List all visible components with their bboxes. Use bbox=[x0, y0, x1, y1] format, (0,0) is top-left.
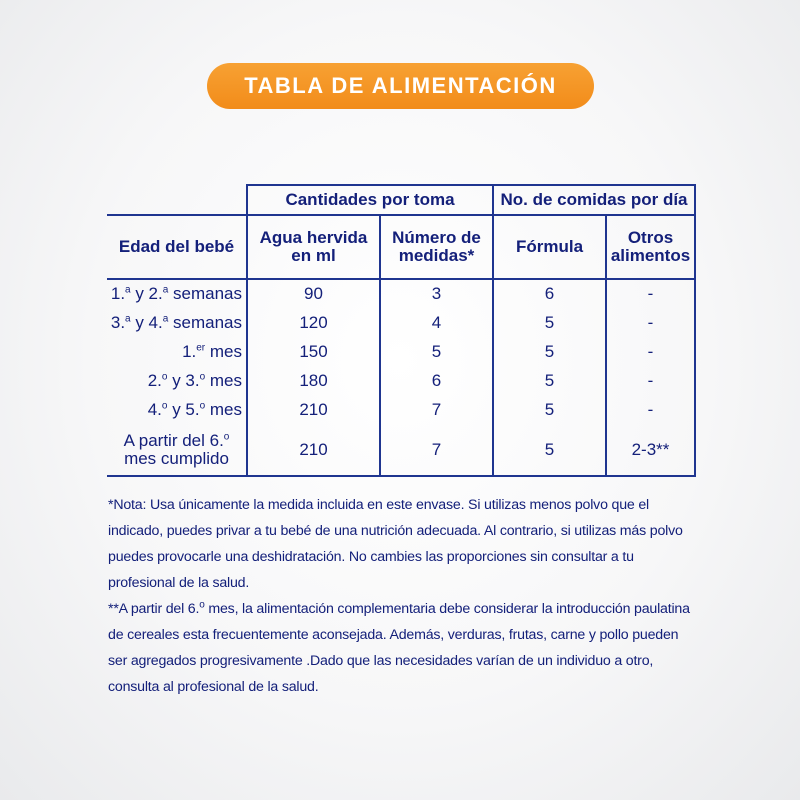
col-header-other bbox=[606, 215, 695, 279]
title-banner bbox=[207, 63, 594, 109]
col-header-measures-text: Número de medidas* bbox=[392, 228, 481, 265]
note-measure: *Nota: Usa únicamente la medida incluida en este envase. Si utilizas menos polvo que el indicado, puedes privar a tu bebé de una nutrición adecuada. Al contrario, si utilizas más polvo puedes provocarle una deshidratación. No cambies las proporciones sin consultar a tu profesional de la salud. bbox=[108, 497, 683, 591]
water-cell: 90 bbox=[247, 279, 380, 308]
column-header-row bbox=[107, 215, 695, 279]
formula-cell: 5 bbox=[493, 395, 606, 424]
other-foods-cell: - bbox=[606, 395, 695, 424]
water-cell: 120 bbox=[247, 308, 380, 337]
formula-cell: 5 bbox=[493, 337, 606, 366]
group-header-row bbox=[107, 185, 695, 215]
col-header-water-text: Agua hervida en ml bbox=[259, 228, 368, 265]
col-header-formula: Fórmula bbox=[493, 215, 606, 279]
table-row bbox=[107, 366, 695, 395]
age-cell: 3.$^a$ y 4.$^a$ semanas bbox=[110, 312, 242, 332]
col-header-age: Edad del bebé bbox=[107, 215, 247, 279]
group-header-meals: No. de comidas por día bbox=[493, 185, 695, 215]
formula-cell: 6 bbox=[493, 279, 606, 308]
table-row bbox=[107, 424, 695, 476]
col-header-measures bbox=[380, 215, 493, 279]
age-cell: 4.$^o$ y 5.$^o$ mes bbox=[147, 399, 242, 419]
other-foods-cell: - bbox=[606, 366, 695, 395]
water-cell: 210 bbox=[247, 424, 380, 476]
other-foods-cell: 2-3** bbox=[606, 424, 695, 476]
measures-cell: 7 bbox=[380, 424, 493, 476]
water-cell: 150 bbox=[247, 337, 380, 366]
feeding-table bbox=[107, 184, 696, 477]
note-complementary-feeding: **A partir del 6.$^o$ mes, la alimentación complementaria debe considerar la introducción paulatina de cereales esta frecuentemente aconsejada. Además, verduras, frutas, carne y pollo pueden ser agregados progresivamente .Dado que las necesidades varían de un individuo a otro, consulta al profesional de la salud. bbox=[108, 599, 690, 695]
measures-cell: 5 bbox=[380, 337, 493, 366]
measures-cell: 6 bbox=[380, 366, 493, 395]
formula-cell: 5 bbox=[493, 308, 606, 337]
table-row bbox=[107, 395, 695, 424]
page-title: TABLA DE ALIMENTACIÓN bbox=[244, 73, 557, 98]
formula-cell: 5 bbox=[493, 424, 606, 476]
age-cell: 1.$^{er}$ mes bbox=[182, 341, 242, 361]
age-cell: A partir del 6.$^o$ mes cumplido bbox=[107, 424, 247, 476]
other-foods-cell: - bbox=[606, 308, 695, 337]
water-cell: 180 bbox=[247, 366, 380, 395]
empty-corner bbox=[107, 185, 247, 215]
measures-cell: 7 bbox=[380, 395, 493, 424]
col-header-other-text: Otros alimentos bbox=[610, 228, 691, 265]
age-cell: 2.$^o$ y 3.$^o$ mes bbox=[147, 370, 242, 390]
col-header-water bbox=[247, 215, 380, 279]
measures-cell: 4 bbox=[380, 308, 493, 337]
other-foods-cell: - bbox=[606, 279, 695, 308]
other-foods-cell: - bbox=[606, 337, 695, 366]
table-row bbox=[107, 337, 695, 366]
footnotes bbox=[108, 492, 693, 700]
age-cell: 1.$^a$ y 2.$^a$ semanas bbox=[107, 279, 247, 308]
water-cell: 210 bbox=[247, 395, 380, 424]
table-row bbox=[107, 308, 695, 337]
measures-cell: 3 bbox=[380, 279, 493, 308]
formula-cell: 5 bbox=[493, 366, 606, 395]
group-header-quantities: Cantidades por toma bbox=[247, 185, 493, 215]
table-row bbox=[107, 279, 695, 308]
